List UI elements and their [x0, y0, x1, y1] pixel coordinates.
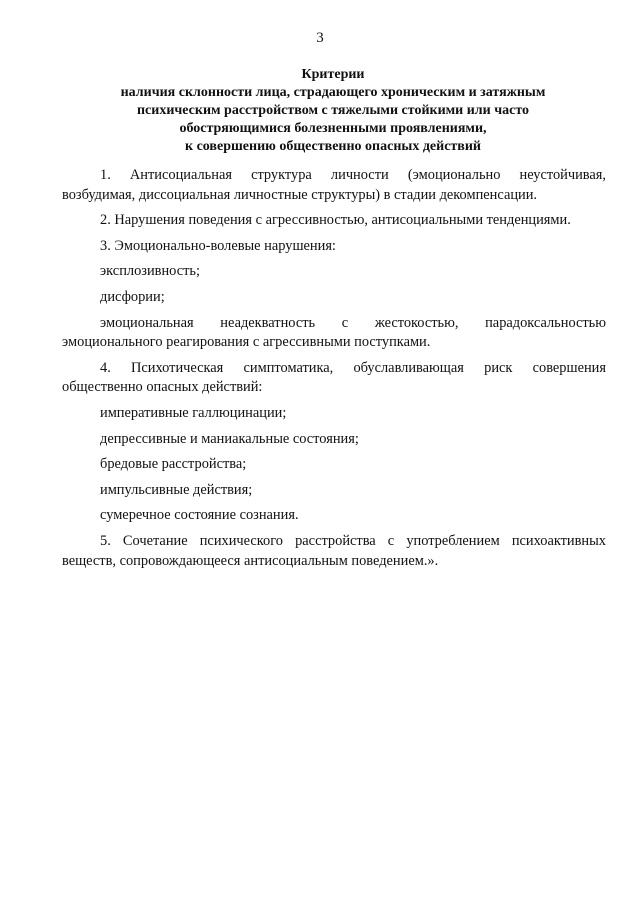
criterion-5-line-2: веществ, сопровождающееся антисоциальным поведением.». [62, 552, 439, 569]
criterion-4-list-item: императивные галлюцинации; [100, 404, 287, 421]
criterion-1 [62, 166, 606, 205]
page-number: 3 [316, 30, 324, 46]
criterion-3-last-line-1: эмоциональная неадекватность с жестокостью, парадоксальностью [100, 314, 606, 331]
criterion-4-list-item: импульсивные действия; [100, 481, 253, 498]
criterion-4-list-item: сумеречное состояние сознания. [100, 507, 299, 524]
heading-line-4: к совершению общественно опасных действий [185, 139, 481, 154]
criterion-3-list-item: дисфории; [100, 288, 165, 305]
heading-title: Критерии [301, 67, 365, 82]
criterion-3-last-item [62, 314, 606, 353]
criterion-4-line-1: 4. Психотическая симптоматика, обуславливающая риск совершения [100, 359, 606, 376]
criterion-3-last-line-2: эмоционального реагирования с агрессивными поступками. [62, 334, 431, 351]
criterion-4-list-item: бредовые расстройства; [100, 456, 247, 473]
criterion-4-line-2: общественно опасных действий: [62, 379, 263, 396]
criterion-5 [62, 532, 606, 571]
criterion-3: 3. Эмоционально-волевые нарушения: [100, 237, 336, 254]
criterion-4 [62, 359, 606, 398]
criterion-1-line-2: возбудимая, диссоциальная личностные структуры) в стадии декомпенсации. [62, 186, 538, 203]
criterion-3-list-item: эксплозивность; [100, 263, 200, 280]
criterion-5-line-1: 5. Сочетание психического расстройства с употреблением психоактивных [100, 532, 606, 549]
heading-line-3: обостряющимися болезненными проявлениями, [179, 121, 487, 136]
criterion-2: 2. Нарушения поведения с агрессивностью, антисоциальными тенденциями. [100, 212, 571, 229]
criterion-4-list-item: депрессивные и маниакальные состояния; [100, 430, 359, 447]
criterion-1-line-1: 1. Антисоциальная структура личности (эмоционально неустойчивая, [100, 167, 606, 183]
document-heading [60, 66, 606, 156]
heading-line-1: наличия склонности лица, страдающего хроническим и затяжным [120, 85, 546, 100]
heading-line-2: психическим расстройством с тяжелыми стойкими или часто [136, 103, 530, 118]
document-body [62, 166, 606, 571]
